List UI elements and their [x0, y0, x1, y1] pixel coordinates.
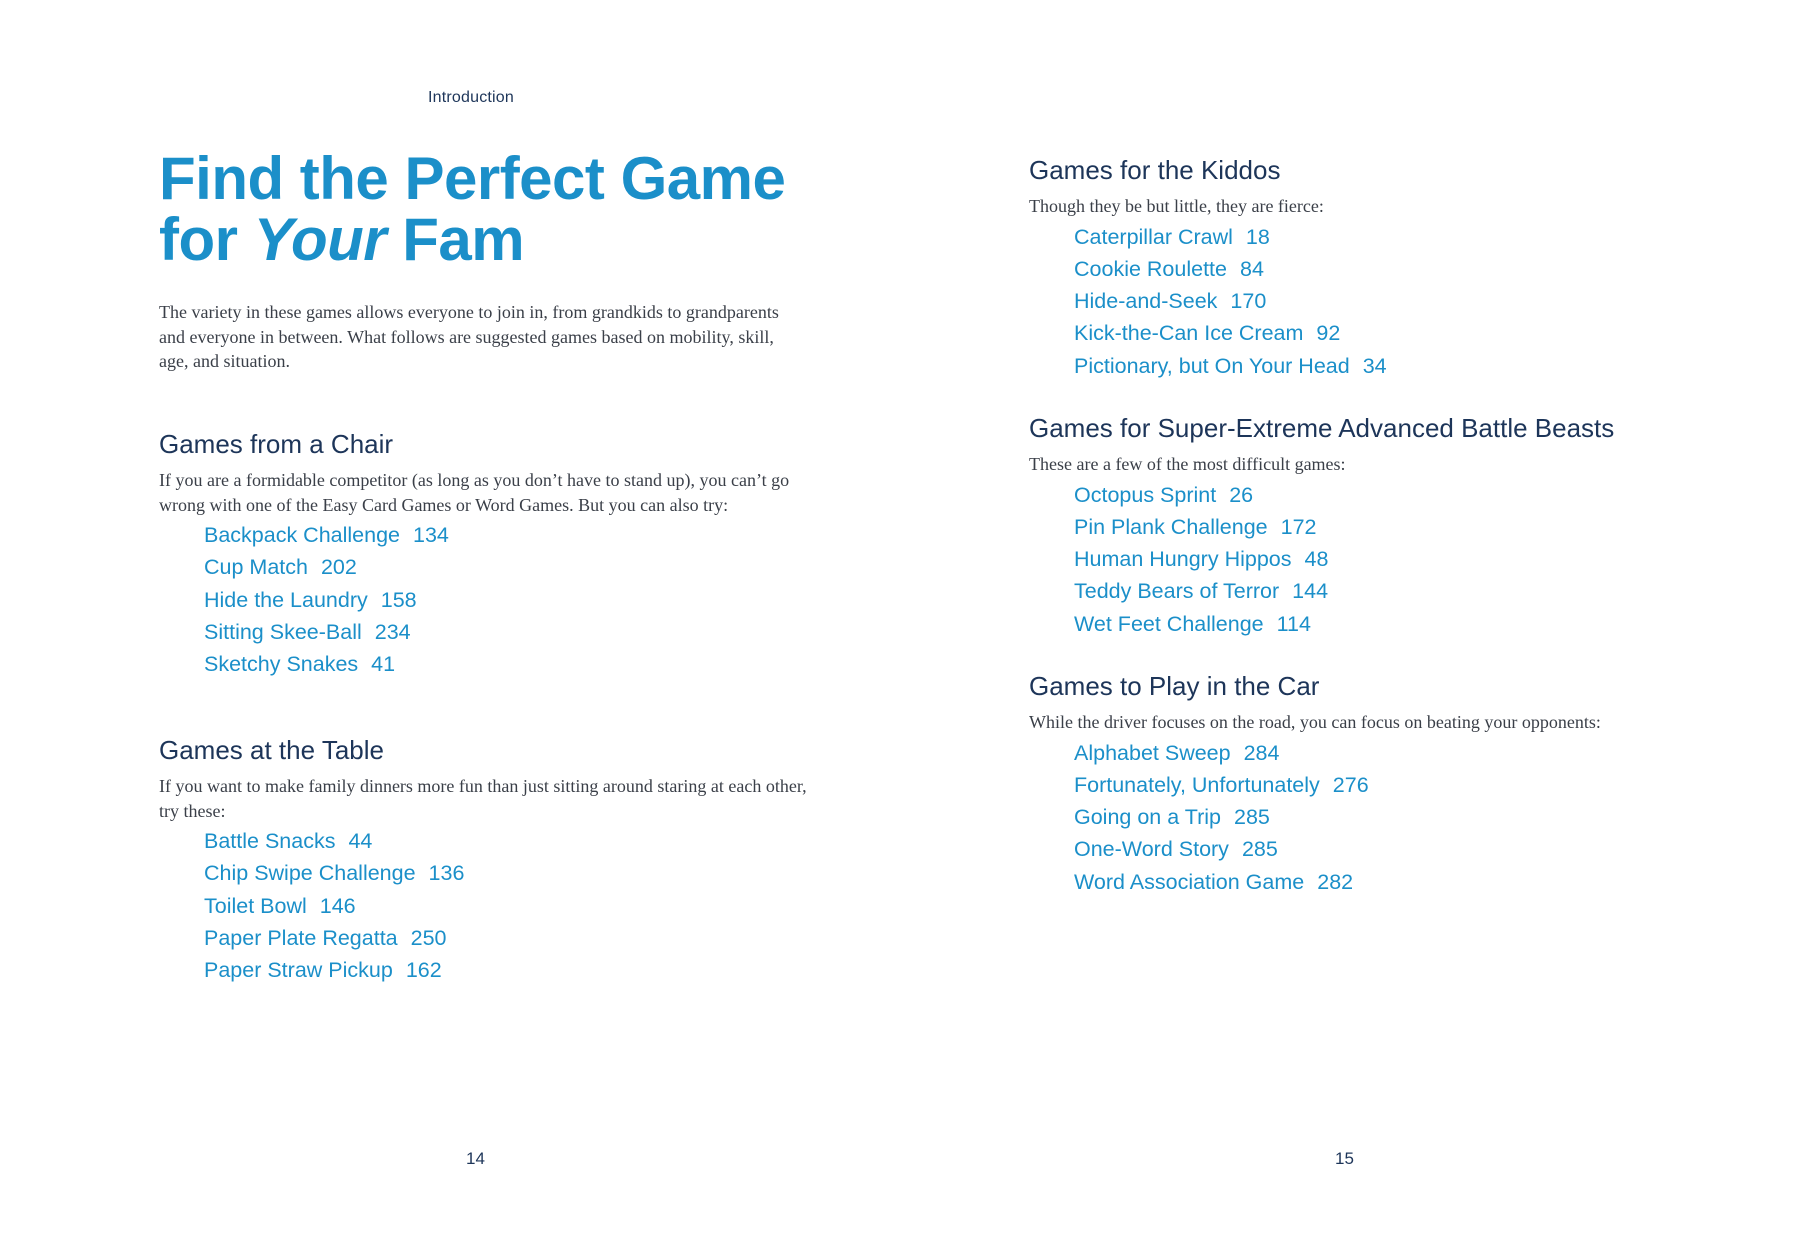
- game-page: 285: [1241, 837, 1278, 862]
- game-item[interactable]: [1074, 543, 1689, 575]
- game-page: 34: [1362, 353, 1387, 378]
- game-name: Battle Snacks: [204, 829, 336, 853]
- game-page: 146: [319, 893, 356, 918]
- title-line-1: Find the Perfect Game: [159, 145, 786, 212]
- game-page: 18: [1245, 224, 1270, 249]
- game-item[interactable]: [204, 890, 819, 922]
- section-text: Though they be but little, they are fierce:: [1029, 196, 1324, 216]
- right-page: [906, 0, 1812, 1236]
- game-item[interactable]: [1074, 833, 1689, 865]
- game-item[interactable]: [204, 648, 819, 680]
- game-page: 158: [380, 587, 417, 612]
- game-item[interactable]: [1074, 866, 1689, 898]
- game-name: One-Word Story: [1074, 837, 1229, 862]
- title-emphasis: Your: [253, 206, 387, 273]
- section-heading: Games at the Table: [159, 735, 384, 765]
- section-games-from-a-chair: [159, 428, 819, 680]
- game-name: Sketchy Snakes: [204, 652, 359, 677]
- game-name: Hide-and-Seek: [1074, 289, 1218, 314]
- title-pre: for: [159, 206, 254, 273]
- game-list: [1074, 737, 1689, 898]
- game-item[interactable]: [1074, 350, 1689, 382]
- game-page: 162: [405, 958, 442, 983]
- game-page: 48: [1304, 547, 1329, 572]
- game-name: Alphabet Sweep: [1074, 740, 1231, 765]
- game-list: [1074, 221, 1689, 382]
- game-page: 170: [1230, 289, 1267, 314]
- game-item[interactable]: [1074, 285, 1689, 317]
- game-item[interactable]: [1074, 221, 1689, 253]
- game-item[interactable]: [204, 857, 819, 889]
- running-head: Introduction: [428, 89, 515, 106]
- game-page: 84: [1239, 256, 1264, 281]
- section-heading: Games for Super-Extreme Advanced Battle Beasts: [1029, 413, 1615, 443]
- game-page: 285: [1234, 805, 1270, 830]
- game-name: Kick-the-Can Ice Cream: [1074, 321, 1304, 346]
- page-number-right: 15: [1335, 1149, 1354, 1168]
- section-games-for-the-kiddos: [1029, 154, 1689, 382]
- game-name: Octopus Sprint: [1074, 482, 1217, 507]
- page-title: [159, 145, 786, 273]
- game-name: Cup Match: [204, 555, 308, 580]
- game-page: 284: [1243, 740, 1280, 765]
- game-page: 144: [1292, 579, 1329, 604]
- game-item[interactable]: [1074, 608, 1689, 640]
- game-name: Pin Plank Challenge: [1074, 514, 1268, 539]
- game-item[interactable]: [204, 922, 819, 954]
- game-name: Human Hungry Hippos: [1074, 547, 1292, 572]
- game-page: 172: [1280, 514, 1317, 539]
- game-name: Sitting Skee-Ball: [204, 619, 362, 644]
- game-page: 41: [371, 652, 396, 677]
- section-games-at-the-table: [159, 734, 819, 986]
- game-name: Hide the Laundry: [204, 587, 368, 612]
- game-page: 282: [1317, 869, 1354, 894]
- game-page: 44: [348, 829, 373, 853]
- game-page: 136: [428, 861, 465, 886]
- game-name: Teddy Bears of Terror: [1074, 579, 1280, 604]
- section-games-to-play-in-the-car: [1029, 670, 1689, 898]
- game-name: Chip Swipe Challenge: [204, 861, 416, 886]
- game-name: Going on a Trip: [1074, 805, 1222, 830]
- game-name: Wet Feet Challenge: [1074, 611, 1264, 636]
- section-heading: Games from a Chair: [159, 429, 394, 459]
- title-post: Fam: [386, 206, 525, 273]
- game-name: Paper Straw Pickup: [204, 958, 393, 983]
- game-page: 26: [1229, 482, 1254, 507]
- section-text: If you want to make family dinners more fun than just sitting around staring at each other, try these:: [159, 776, 807, 821]
- section-heading: Games for the Kiddos: [1029, 155, 1281, 185]
- game-item[interactable]: [1074, 479, 1689, 511]
- game-name: Word Association Game: [1074, 869, 1305, 894]
- game-page: 276: [1332, 772, 1369, 797]
- game-name: Toilet Bowl: [204, 893, 307, 918]
- game-item[interactable]: [1074, 769, 1689, 801]
- game-item[interactable]: [1074, 575, 1689, 607]
- game-list: [204, 825, 819, 986]
- game-item[interactable]: [1074, 511, 1689, 543]
- game-page: 234: [374, 619, 411, 644]
- game-page: 202: [320, 555, 357, 580]
- section-text: While the driver focuses on the road, you can focus on beating your opponents:: [1029, 712, 1601, 732]
- game-page: 92: [1316, 321, 1341, 346]
- game-list: [1074, 479, 1689, 640]
- game-item[interactable]: [1074, 317, 1689, 349]
- game-item[interactable]: [204, 954, 819, 986]
- game-item[interactable]: [204, 584, 819, 616]
- section-games-for-battle-beasts: [1029, 412, 1689, 640]
- game-item[interactable]: [1074, 253, 1689, 285]
- game-name: Backpack Challenge: [204, 523, 401, 547]
- game-item[interactable]: [1074, 737, 1689, 769]
- page-number-left: 14: [466, 1149, 485, 1168]
- game-name: Cookie Roulette: [1074, 256, 1227, 281]
- game-item[interactable]: [204, 551, 819, 583]
- game-list: [204, 519, 819, 680]
- game-page: 114: [1276, 611, 1311, 636]
- game-item[interactable]: [204, 519, 819, 551]
- game-name: Paper Plate Regatta: [204, 925, 398, 950]
- game-name: Fortunately, Unfortunately: [1074, 772, 1320, 797]
- section-text: If you are a formidable competitor (as long as you don’t have to stand up), you can’t go wrong with one of the Easy Card Games or Word Games. But you can also try:: [159, 470, 790, 515]
- game-page: 250: [410, 925, 447, 950]
- section-text: These are a few of the most difficult games:: [1029, 454, 1346, 474]
- section-heading: Games to Play in the Car: [1029, 671, 1320, 701]
- intro-paragraph: The variety in these games allows everyone to join in, from grandkids to grandparents and everyone in between. What follows are suggested games based on mobility, skill, age, and situation.: [159, 302, 779, 371]
- game-item[interactable]: [204, 616, 819, 648]
- game-item[interactable]: [204, 825, 819, 857]
- game-item[interactable]: [1074, 801, 1689, 833]
- game-name: Pictionary, but On Your Head: [1074, 353, 1350, 378]
- game-name: Caterpillar Crawl: [1074, 224, 1233, 249]
- game-page: 134: [413, 523, 449, 547]
